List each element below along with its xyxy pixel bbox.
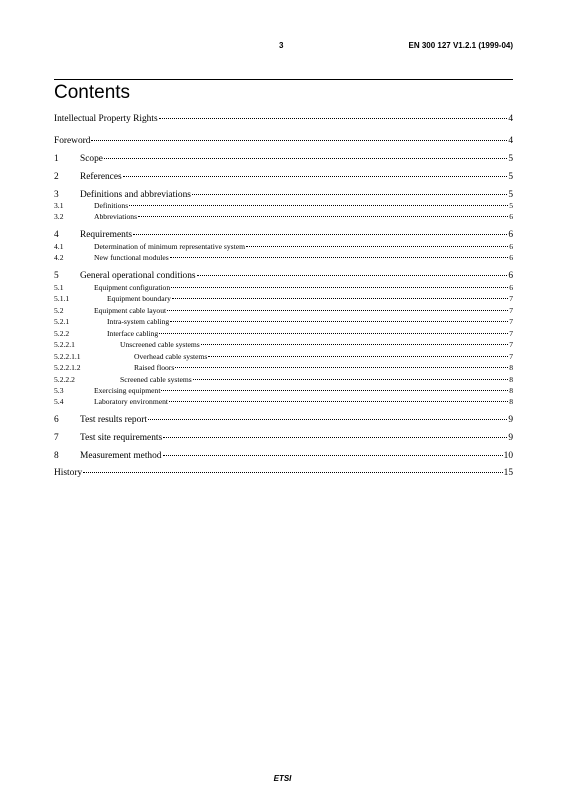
toc-label: Screened cable systems [120, 375, 192, 384]
toc-dot-leader [133, 234, 507, 235]
toc-page-number: 8 [509, 363, 513, 372]
toc-label: Intellectual Property Rights [54, 114, 158, 124]
toc-dot-leader [172, 298, 508, 299]
toc-label: Abbreviations [94, 212, 138, 221]
toc-number: 4 [54, 230, 59, 240]
toc-dot-leader [83, 472, 503, 473]
document-id: EN 300 127 V1.2.1 (1999-04) [408, 41, 513, 50]
toc-label: Determination of minimum representative system [94, 242, 245, 251]
toc-page-number: 9 [508, 415, 513, 425]
toc-number: 6 [54, 415, 59, 425]
toc-dot-leader [193, 379, 509, 380]
toc-number: 2 [54, 172, 59, 182]
toc-dot-leader [169, 401, 508, 402]
toc-dot-leader [104, 158, 507, 159]
toc-number: 3.2 [54, 212, 64, 221]
toc-page-number: 6 [509, 283, 513, 292]
toc-entry[interactable] [54, 114, 513, 124]
toc-page-number: 6 [509, 212, 513, 221]
toc-entry[interactable] [54, 230, 513, 240]
toc-entry[interactable] [54, 212, 513, 221]
toc-label: Equipment cable layout [94, 306, 167, 315]
toc-entry[interactable] [54, 283, 513, 292]
toc-label: Equipment boundary [107, 294, 171, 303]
toc-number: 5.4 [54, 397, 64, 406]
toc-page-number: 6 [508, 271, 513, 281]
toc-entry[interactable] [54, 468, 513, 478]
toc-dot-leader [246, 246, 508, 247]
toc-number: 5.1.1 [54, 294, 70, 303]
toc-entry[interactable] [54, 172, 513, 182]
toc-number: 5.2.1 [54, 317, 70, 326]
toc-label: Unscreened cable systems [120, 340, 200, 349]
toc-dot-leader [129, 205, 508, 206]
toc-dot-leader [163, 455, 503, 456]
toc-entry[interactable] [54, 352, 513, 361]
toc-dot-leader [159, 333, 508, 334]
toc-number: 4.2 [54, 253, 64, 262]
toc-number: 5.2.2.1.1 [54, 352, 81, 361]
toc-number: 1 [54, 154, 59, 164]
toc-dot-leader [175, 367, 508, 368]
toc-page-number: 7 [509, 294, 513, 303]
toc-entry[interactable] [54, 386, 513, 395]
toc-page-number: 7 [509, 340, 513, 349]
toc-label: Test results report [80, 415, 148, 425]
toc-label: Definitions and abbreviations [80, 190, 191, 200]
toc-dot-leader [161, 390, 508, 391]
toc-entry[interactable] [54, 136, 513, 146]
toc-dot-leader [138, 216, 508, 217]
toc-entry[interactable] [54, 317, 513, 326]
toc-page-number: 7 [509, 317, 513, 326]
toc-label: Requirements [80, 230, 133, 240]
toc-label: Equipment configuration [94, 283, 171, 292]
toc-dot-leader [171, 287, 508, 288]
toc-number: 4.1 [54, 242, 64, 251]
toc-entry[interactable] [54, 397, 513, 406]
toc-label: Foreword [54, 136, 91, 146]
toc-number: 5.2 [54, 306, 64, 315]
toc-label: References [80, 172, 122, 182]
toc-dot-leader [170, 257, 509, 258]
toc-number: 3.1 [54, 201, 64, 210]
toc-entry[interactable] [54, 363, 513, 372]
toc-dot-leader [170, 321, 508, 322]
toc-label: Intra-system cabling [107, 317, 170, 326]
toc-label: Exercising equipment [94, 386, 161, 395]
toc-page-number: 5 [508, 172, 513, 182]
toc-entry[interactable] [54, 375, 513, 384]
toc-entry[interactable] [54, 415, 513, 425]
toc-entry[interactable] [54, 340, 513, 349]
toc-entry[interactable] [54, 201, 513, 210]
toc-dot-leader [201, 344, 508, 345]
toc-dot-leader [192, 194, 507, 195]
toc-entry[interactable] [54, 154, 513, 164]
toc-page-number: 7 [509, 306, 513, 315]
header-rule [54, 79, 513, 80]
toc-label: Test site requirements [80, 433, 163, 443]
toc-label: General operational conditions [80, 271, 196, 281]
toc-entry[interactable] [54, 242, 513, 251]
toc-entry[interactable] [54, 271, 513, 281]
footer-etsi: ETSI [273, 774, 292, 783]
toc-label: Measurement method [80, 451, 162, 461]
toc-page-number: 8 [509, 375, 513, 384]
toc-label: Scope [80, 154, 103, 164]
toc-page-number: 5 [509, 201, 513, 210]
toc-number: 5.2.2.1.2 [54, 363, 81, 372]
toc-number: 5.2.2.1 [54, 340, 75, 349]
toc-label: Laboratory environment [94, 397, 169, 406]
toc-label: Raised floors [134, 363, 175, 372]
toc-page-number: 4 [508, 114, 513, 124]
toc-number: 7 [54, 433, 59, 443]
toc-page-number: 10 [503, 451, 513, 461]
toc-page-number: 6 [509, 242, 513, 251]
toc-number: 5.2.2.2 [54, 375, 75, 384]
toc-dot-leader [167, 310, 508, 311]
toc-page-number: 8 [509, 397, 513, 406]
toc-entry[interactable] [54, 253, 513, 262]
toc-label: New functional modules [94, 253, 169, 262]
toc-dot-leader [159, 118, 508, 119]
toc-entry[interactable] [54, 306, 513, 315]
toc-page-number: 4 [508, 136, 513, 146]
toc-page-number: 5 [508, 154, 513, 164]
toc-number: 5.3 [54, 386, 64, 395]
toc-dot-leader [123, 176, 508, 177]
toc-entry[interactable] [54, 451, 513, 461]
toc-page-number: 15 [503, 468, 513, 478]
toc-entry[interactable] [54, 329, 513, 338]
toc-entry[interactable] [54, 294, 513, 303]
toc-number: 8 [54, 451, 59, 461]
page-number: 3 [279, 41, 284, 50]
toc-page-number: 7 [509, 352, 513, 361]
toc-page-number: 9 [508, 433, 513, 443]
toc-page-number: 8 [509, 386, 513, 395]
toc-label: Interface cabling [107, 329, 159, 338]
toc-dot-leader [91, 140, 507, 141]
toc-dot-leader [197, 275, 508, 276]
page-title: Contents [54, 82, 131, 103]
toc-entry[interactable] [54, 433, 513, 443]
toc-dot-leader [208, 356, 508, 357]
toc-page-number: 7 [509, 329, 513, 338]
toc-page-number: 6 [509, 253, 513, 262]
toc-number: 5.1 [54, 283, 64, 292]
toc-entry[interactable] [54, 190, 513, 200]
toc-number: 3 [54, 190, 59, 200]
toc-label: History [54, 468, 83, 478]
toc-label: Overhead cable systems [134, 352, 208, 361]
toc-page-number: 6 [508, 230, 513, 240]
toc-number: 5.2.2 [54, 329, 70, 338]
toc-dot-leader [163, 437, 507, 438]
toc-label: Definitions [94, 201, 129, 210]
toc-dot-leader [148, 419, 507, 420]
toc-number: 5 [54, 271, 59, 281]
toc-page-number: 5 [508, 190, 513, 200]
